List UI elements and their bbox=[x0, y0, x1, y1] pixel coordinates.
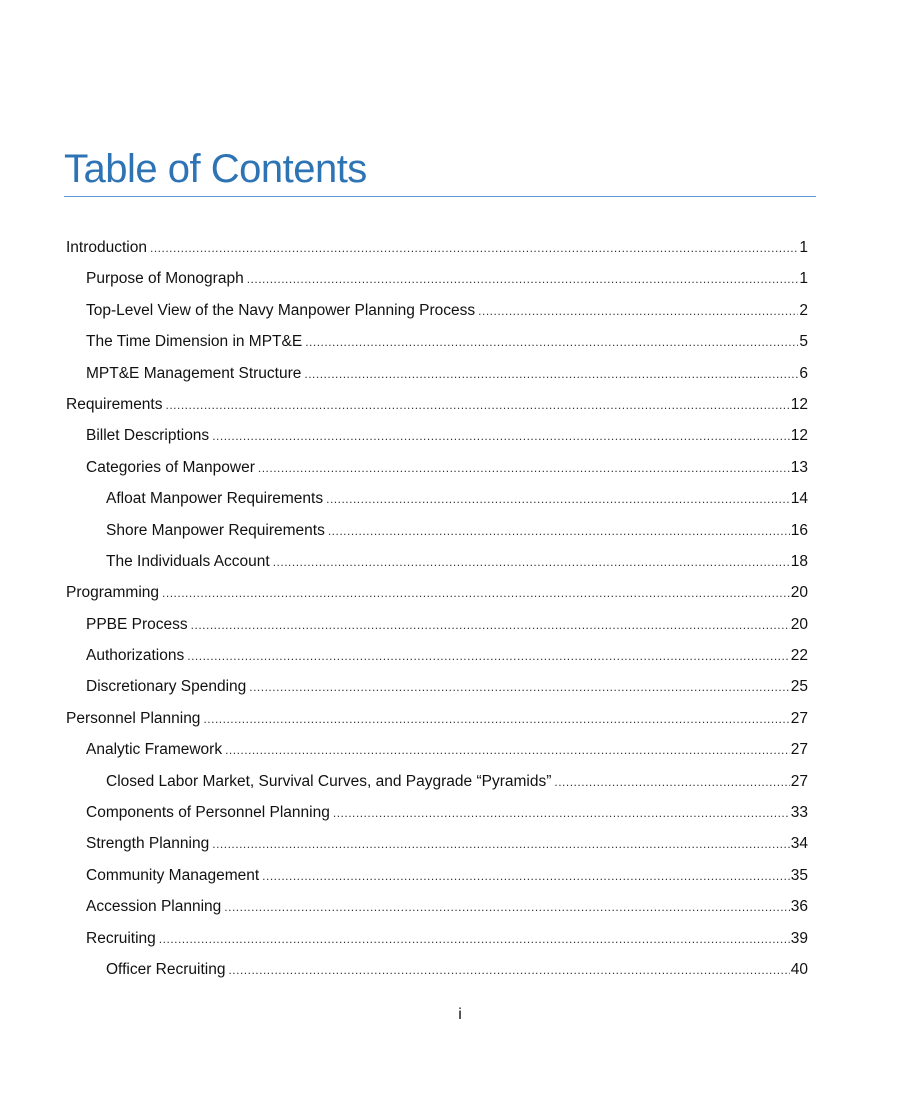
toc-entry-page-number: 1 bbox=[799, 270, 808, 288]
toc-entry[interactable] bbox=[64, 766, 808, 797]
toc-entry[interactable] bbox=[64, 828, 808, 859]
dot-leader bbox=[212, 829, 790, 860]
toc-entry[interactable] bbox=[64, 860, 808, 891]
dot-leader bbox=[328, 516, 790, 547]
dot-leader bbox=[478, 296, 798, 327]
toc-entry-page-number: 20 bbox=[790, 615, 808, 633]
toc-entry-page-number: 33 bbox=[790, 804, 808, 822]
toc-entry-title: Purpose of Monograph bbox=[86, 270, 244, 288]
toc-entry[interactable] bbox=[64, 546, 808, 577]
toc-entry[interactable] bbox=[64, 295, 808, 326]
toc-entry-title: Discretionary Spending bbox=[86, 678, 247, 696]
toc-entry-title: The Time Dimension in MPT&E bbox=[86, 333, 303, 351]
toc-entry-title: Accession Planning bbox=[86, 898, 222, 916]
toc-entry-page-number: 13 bbox=[790, 458, 808, 476]
toc-entry-page-number: 18 bbox=[790, 552, 808, 570]
toc-entry-title: Authorizations bbox=[86, 647, 185, 665]
toc-entry-page-number: 40 bbox=[790, 960, 808, 978]
page-title: Table of Contents bbox=[64, 147, 367, 191]
toc-entry[interactable] bbox=[64, 232, 808, 263]
toc-entry[interactable] bbox=[64, 954, 808, 985]
dot-leader bbox=[273, 547, 790, 578]
toc-entry-title: Requirements bbox=[66, 395, 163, 413]
toc-entry[interactable] bbox=[64, 483, 808, 514]
toc-entry[interactable] bbox=[64, 452, 808, 483]
toc-entry-page-number: 20 bbox=[790, 584, 808, 602]
dot-leader bbox=[554, 767, 789, 798]
toc-entry[interactable] bbox=[64, 609, 808, 640]
toc-entry-page-number: 14 bbox=[790, 490, 808, 508]
toc-entry-title: The Individuals Account bbox=[106, 552, 270, 570]
toc-entry-title: Top-Level View of the Navy Manpower Planning Process bbox=[86, 301, 476, 319]
toc-entry-title: MPT&E Management Structure bbox=[86, 364, 302, 382]
toc-entry[interactable] bbox=[64, 515, 808, 546]
toc-entry-title: Billet Descriptions bbox=[86, 427, 210, 445]
toc-entry[interactable] bbox=[64, 358, 808, 389]
toc-entry-page-number: 2 bbox=[799, 301, 808, 319]
dot-leader bbox=[225, 735, 790, 766]
toc-entry-page-number: 27 bbox=[790, 709, 808, 727]
toc-entry-page-number: 1 bbox=[799, 239, 808, 256]
toc-entry-page-number: 12 bbox=[790, 395, 808, 413]
toc-entry-page-number: 22 bbox=[790, 647, 808, 665]
dot-leader bbox=[166, 390, 790, 421]
toc-entry-title: Afloat Manpower Requirements bbox=[106, 490, 324, 508]
dot-leader bbox=[262, 861, 790, 892]
dot-leader bbox=[249, 672, 789, 703]
dot-leader bbox=[305, 327, 798, 358]
toc-entry-page-number: 12 bbox=[790, 427, 808, 445]
toc-entry-title: Closed Labor Market, Survival Curves, and Paygrade “Pyramids” bbox=[106, 772, 552, 790]
toc-entry-page-number: 16 bbox=[790, 521, 808, 539]
toc-entry-page-number: 35 bbox=[790, 866, 808, 884]
page-number: i bbox=[458, 1006, 462, 1023]
toc-entry-page-number: 39 bbox=[790, 929, 808, 947]
dot-leader bbox=[224, 892, 789, 923]
dot-leader bbox=[162, 578, 790, 609]
toc-entry[interactable] bbox=[64, 326, 808, 357]
toc-entry-title: Shore Manpower Requirements bbox=[106, 521, 325, 539]
toc-entry[interactable] bbox=[64, 420, 808, 451]
dot-leader bbox=[191, 610, 790, 641]
toc-entry-title: Components of Personnel Planning bbox=[86, 804, 330, 822]
toc-entry[interactable] bbox=[64, 797, 808, 828]
toc-entry-page-number: 27 bbox=[790, 772, 808, 790]
toc-entry[interactable] bbox=[64, 734, 808, 765]
toc-entry[interactable] bbox=[64, 671, 808, 702]
toc-entry[interactable] bbox=[64, 703, 808, 734]
dot-leader bbox=[150, 233, 798, 264]
toc-entry[interactable] bbox=[64, 891, 808, 922]
toc-entry-page-number: 27 bbox=[790, 741, 808, 759]
dot-leader bbox=[187, 641, 790, 672]
dot-leader bbox=[228, 955, 789, 986]
toc-entry-page-number: 25 bbox=[790, 678, 808, 696]
toc-entry[interactable] bbox=[64, 389, 808, 420]
toc-entry-title: Programming bbox=[66, 584, 160, 602]
dot-leader bbox=[304, 359, 798, 390]
toc-entry-title: PPBE Process bbox=[86, 615, 188, 633]
toc-entry-page-number: 6 bbox=[799, 364, 808, 382]
toc-entry-title: Categories of Manpower bbox=[86, 458, 255, 476]
heading-divider bbox=[64, 196, 816, 197]
toc-entry-title: Analytic Framework bbox=[86, 741, 223, 759]
toc-entry-page-number: 5 bbox=[799, 333, 808, 351]
toc-entry-title: Personnel Planning bbox=[66, 709, 201, 727]
toc-entry-title: Community Management bbox=[86, 866, 260, 884]
toc-entry[interactable] bbox=[64, 640, 808, 671]
toc-entry[interactable] bbox=[64, 263, 808, 294]
toc-entry-title: Introduction bbox=[66, 239, 147, 256]
dot-leader bbox=[333, 798, 790, 829]
toc-entry[interactable] bbox=[64, 577, 808, 608]
table-of-contents bbox=[64, 232, 808, 985]
dot-leader bbox=[258, 453, 790, 484]
dot-leader bbox=[326, 484, 790, 515]
toc-entry-page-number: 34 bbox=[790, 835, 808, 853]
toc-entry[interactable] bbox=[64, 923, 808, 954]
dot-leader bbox=[203, 704, 789, 735]
toc-entry-page-number: 36 bbox=[790, 898, 808, 916]
toc-entry-title: Recruiting bbox=[86, 929, 156, 947]
toc-entry-title: Officer Recruiting bbox=[106, 960, 226, 978]
dot-leader bbox=[247, 264, 799, 295]
dot-leader bbox=[159, 924, 790, 955]
toc-entry-title: Strength Planning bbox=[86, 835, 210, 853]
dot-leader bbox=[212, 421, 790, 452]
